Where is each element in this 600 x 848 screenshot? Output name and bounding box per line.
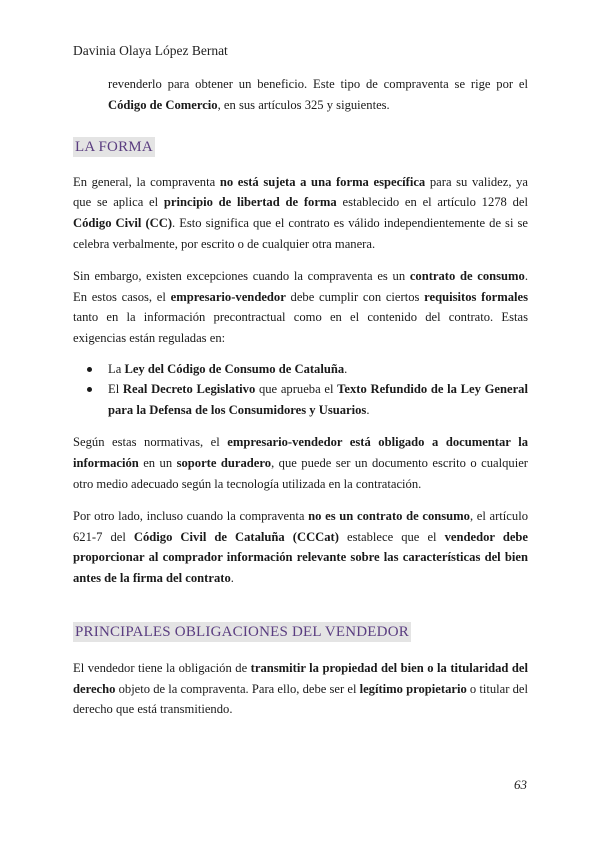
page-number: 63 bbox=[514, 777, 527, 792]
paragraph-excepciones: Sin embargo, existen excepciones cuando la compraventa es un contrato de consumo. En estos casos, el empresario-vendedor debe cumplir con ciertos requisitos formales tanto en la información precontractual como en el contenido del contrato. Estas exigencias están reguladas en: bbox=[73, 269, 528, 345]
paragraph-normativas: Según estas normativas, el empresario-vendedor está obligado a documentar la información en un soporte duradero, que puede ser un documento escrito o cualquier otro medio adecuado según la tecnología utilizada en la contratación. bbox=[73, 435, 528, 491]
list-item: La Ley del Código de Consumo de Cataluña. bbox=[73, 359, 528, 380]
section-heading-obligaciones-vendedor: PRINCIPALES OBLIGACIONES DEL VENDEDOR bbox=[75, 624, 409, 641]
page-header-author: Davinia Olaya López Bernat bbox=[73, 43, 228, 58]
intro-paragraph: revenderlo para obtener un beneficio. Este tipo de compraventa se rige por el Código de Comercio, en sus artículos 325 y siguientes. bbox=[108, 77, 528, 112]
bullet-icon bbox=[87, 367, 92, 372]
list-item: El Real Decreto Legislativo que aprueba el Texto Refundido de la Ley General para la Defensa de los Consumidores y Usuarios. bbox=[73, 379, 528, 420]
paragraph-no-consumo: Por otro lado, incluso cuando la compraventa no es un contrato de consumo, el artículo 621-7 del Código Civil de Cataluña (CCCat) establece que el vendedor debe proporcionar al comprador información relevante sobre las características del bien antes de la firma del contrato. bbox=[73, 509, 529, 585]
paragraph-forma-general: En general, la compraventa no está sujeta a una forma específica para su validez, ya que se aplica el principio de libertad de forma establecido en el artículo 1278 del Código Civil (CC). Esto significa que el contrato es válido independientemente de si se celebra verbalmente, por escrito o de cualquier otra manera. bbox=[73, 174, 529, 251]
regulations-list bbox=[73, 359, 528, 421]
paragraph-obligacion-transmitir: El vendedor tiene la obligación de transmitir la propiedad del bien o la titularidad del derecho objeto de la compraventa. Para ello, debe ser el legítimo propietario o titular del derecho que está transmitiendo. bbox=[73, 661, 528, 717]
section-heading-la-forma: LA FORMA bbox=[75, 139, 153, 156]
document-body bbox=[73, 74, 528, 720]
bullet-icon bbox=[87, 387, 92, 392]
